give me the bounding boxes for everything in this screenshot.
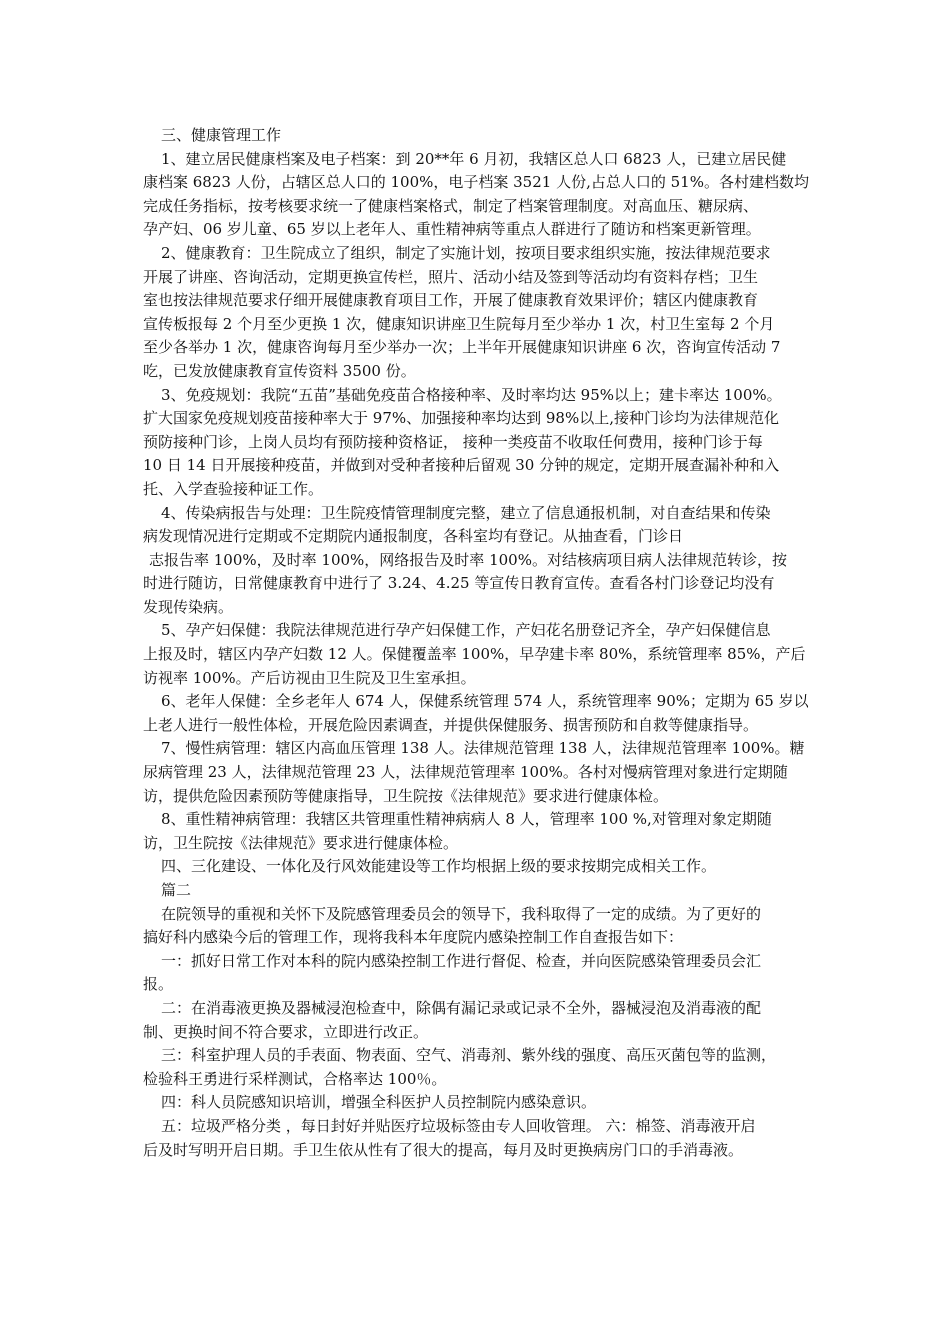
text-line: 四、三化建设、一体化及行风效能建设等工作均根据上级的要求按期完成相关工作。 [161, 857, 717, 876]
text-line: 至少各举办 1 次，健康咨询每月至少举办一次；上半年开展健康知识讲座 6 次，咨询宣传活动 7 [143, 338, 781, 357]
text-line: 8、重性精神病管理：我辖区共管理重性精神病病人 8 人，管理率 100 %,对管理对象定期随 [161, 810, 772, 829]
text-line: 康档案 6823 人份，占辖区总人口的 100%，电子档案 3521 人份,占总人口的 51%。各村建档数均 [143, 173, 809, 192]
text-line: 完成任务指标，按考核要求统一了健康档案格式，制定了档案管理制度。对高血压、糖尿病、 [143, 196, 759, 215]
text-line: 孕产妇、06 岁儿童、65 岁以上老年人、重性精神病等重点人群进行了随访和档案更新管理。 [143, 220, 761, 239]
text-line: 宣传板报每 2 个月至少更换 1 次，健康知识讲座卫生院每月至少举办 1 次，村卫生室每 2 个月 [143, 314, 775, 333]
text-line: 发现传染病。 [143, 597, 234, 616]
text-line: 开展了讲座、咨询活动，定期更换宣传栏，照片、活动小结及签到等活动均有资料存档；卫生 [143, 267, 759, 286]
text-line: 预防接种门诊，上岗人员均有预防接种资格证， 接种一类疫苗不收取任何费用，接种门诊于每 [143, 432, 763, 451]
text-line: 三、健康管理工作 [161, 126, 282, 144]
text-line: 6、老年人保健：全乡老年人 674 人，保健系统管理 574 人，系统管理率 90%；定期为 65 岁以 [161, 692, 809, 711]
text-line: 扩大国家免疫规划疫苗接种率大于 97%、加强接种率均达到 98%以上,接种门诊均为法律规范化 [143, 409, 779, 428]
text-line: 10 日 14 日开展接种疫苗，并做到对受种者接种后留观 30 分钟的规定，定期开展查漏补种和入 [143, 456, 780, 475]
text-line: 1、建立居民健康档案及电子档案：到 20**年 6 月初，我辖区总人口 6823 人，已建立居民健 [161, 149, 787, 168]
text-line: 三：科室护理人员的手表面、物表面、空气、消毒剂、紫外线的强度、高压灭菌包等的监测， [161, 1046, 777, 1065]
text-line: 病发现情况进行定期或不定期院内通报制度，各科室均有登记。从抽查看，门诊日 [143, 527, 684, 546]
text-line: 报。 [143, 975, 174, 994]
text-line: 检验科王勇进行采样测试，合格率达 100％。 [143, 1069, 447, 1088]
text-line: 后及时写明开启日期。手卫生依从性有了很大的提高，每月及时更换病房门口的手消毒液。 [143, 1140, 744, 1159]
text-line: 托、入学查验接种证工作。 [143, 479, 324, 498]
text-line: 室也按法律规范要求仔细开展健康教育项目工作，开展了健康教育效果评价；辖区内健康教育 [143, 291, 759, 310]
text-line: 访，卫生院按《法律规范》要求进行健康体检。 [143, 833, 459, 852]
text-line: 吃，已发放健康教育宣传资料 3500 份。 [143, 361, 416, 380]
text-line: 篇二 [161, 881, 192, 899]
text-line: 四：科人员院感知识培训，增强全科医护人员控制院内感染意识。 [161, 1093, 597, 1112]
text-line: 五：垃圾严格分类 ，每日封好并贴医疗垃圾标签由专人回收管理。 六：棉签、消毒液开启 [161, 1116, 756, 1135]
text-line: 4、传染病报告与处理：卫生院疫情管理制度完整，建立了信息通报机制，对自查结果和传染 [161, 503, 771, 522]
text-line: 2、健康教育：卫生院成立了组织，制定了实施计划，按项目要求组织实施，按法律规范要求 [161, 243, 771, 262]
text-line: 3、免疫规划：我院“五苗”基础免疫苗合格接种率、及时率均达 95%以上；建卡率达 100%。 [161, 385, 782, 404]
text-line: 一：抓好日常工作对本科的院内感染控制工作进行督促、检查，并向医院感染管理委员会汇 [161, 951, 762, 970]
text-line: 制、更换时间不符合要求，立即进行改正。 [143, 1022, 429, 1041]
text-line: 上老人进行一般性体检，开展危险因素调查，并提供保健服务、损害预防和自救等健康指导。 [143, 715, 759, 734]
document-body [143, 124, 809, 1162]
text-line: 搞好科内感染今后的管理工作，现将我科本年度院内感染控制工作自查报告如下： [143, 928, 684, 947]
text-line: 志报告率 100%，及时率 100%，网络报告及时率 100%。对结核病项目病人法律规范转诊，按 [149, 550, 787, 569]
text-line: 上报及时，辖区内孕产妇数 12 人。保健覆盖率 100%，早孕建卡率 80%，系统管理率 85%，产后 [143, 645, 806, 664]
text-line: 时进行随访，日常健康教育中进行了 3.24、4.25 等宣传日教育宣传。查看各村门诊登记均没有 [143, 574, 775, 593]
text-line: 二：在消毒液更换及器械浸泡检查中，除偶有漏记录或记录不全外，器械浸泡及消毒液的配 [161, 998, 762, 1017]
text-line: 5、孕产妇保健：我院法律规范进行孕产妇保健工作，产妇花名册登记齐全，孕产妇保健信息 [161, 621, 771, 640]
text-line: 7、慢性病管理：辖区内高血压管理 138 人。法律规范管理 138 人，法律规范管理率 100%。糖 [161, 739, 805, 758]
text-line: 在院领导的重视和关怀下及院感管理委员会的领导下，我科取得了一定的成绩。为了更好的 [161, 904, 762, 923]
text-line: 访，提供危险因素预防等健康指导，卫生院按《法律规范》要求进行健康体检。 [143, 786, 669, 805]
text-line: 尿病管理 23 人，法律规范管理 23 人，法律规范管理率 100%。各村对慢病管理对象进行定期随 [143, 763, 788, 782]
text-line: 访视率 100%。产后访视由卫生院及卫生室承担。 [143, 668, 476, 687]
